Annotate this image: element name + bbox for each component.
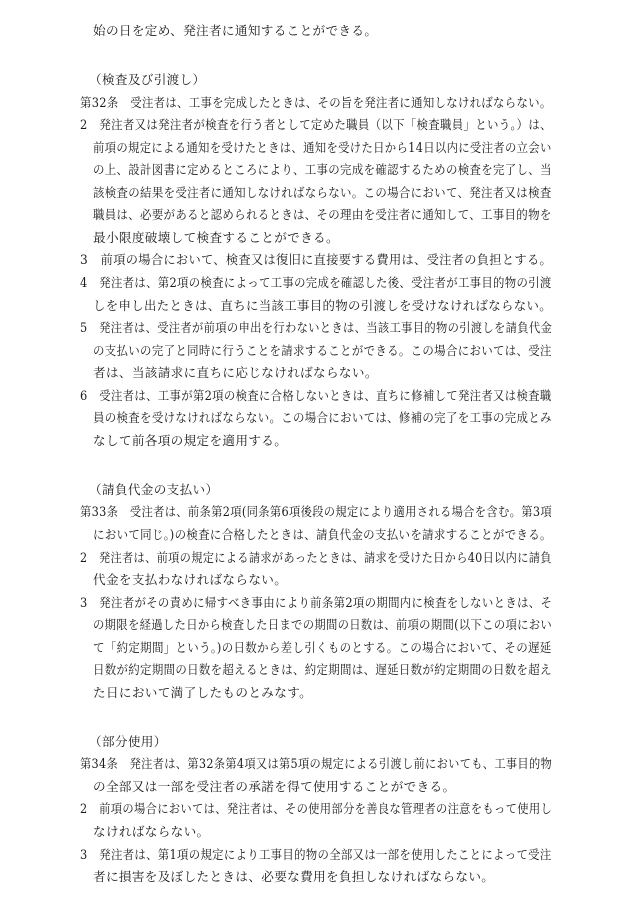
text-line: 代金を支払わなければならない。 [93, 572, 288, 588]
text-line: 3 発注者は、第1項の規定により工事目的物の全部又は一部を使用したことによって受注 [80, 846, 552, 862]
text-line: 職員は、必要があると認められるときは、その理由を受注者に通知して、工事目的物を [93, 207, 552, 223]
text-line: の全部又は一部を受注者の承諾を得て使用することができる。 [93, 778, 456, 794]
text-line: 2 発注者は、前項の規定による請求があったときは、請求を受けた日から40日以内に請負 [80, 549, 552, 565]
text-line: において同じ。)の検査に合格したときは、請負代金の支払いを請求することができる。 [93, 526, 552, 542]
text-line: 3 発注者がその責めに帰すべき事由により前条第2項の期間内に検査をしないときは、そ [80, 594, 553, 610]
article-33: 第33条 受注者は、前条第2項(同条第6項後段の規定により適用される場合を含む。第3項 [80, 504, 552, 520]
text-line: 最小限度破壊して検査することができる。 [93, 229, 339, 245]
text-line: 者に損害を及ぼしたときは、必要な費用を負担しなければならない。 [93, 869, 495, 885]
text-line: なして前各項の規定を適用する。 [93, 432, 288, 448]
text-line: た日において満了したものとみなす。 [93, 684, 313, 700]
text-line: 2 前項の場合においては、発注者は、その使用部分を善良な管理者の注意をもって使用し [80, 801, 553, 817]
text-line: 日数が約定期間の日数を超えるときは、約定期間は、遅延日数が約定期間の日数を超え [93, 662, 552, 678]
text-line: なければならない。 [93, 824, 210, 840]
article-34: 第34条 発注者は、第32条第4項又は第5項の規定による引渡し前においても、工事目的物 [80, 756, 553, 772]
text-line: 始の日を定め、発注者に通知することができる。 [93, 23, 378, 38]
text-line: 員の検査を受けなければならない。この場合においては、修補の完了を工事の完成とみ [93, 410, 552, 426]
text-line: 者は、当該請求に直ちに応じなければならない。 [93, 365, 378, 381]
text-line: の期限を経過した日から検査した日までの期間の日数は、前項の期間(以下この項におい [93, 617, 553, 633]
text-line: の上、設計図書に定めるところにより、工事の完成を確認するための検査を完了し、当 [93, 162, 552, 178]
text-line: しを申し出たときは、直ちに当該工事目的物の引渡しを受けなければならない。 [93, 297, 552, 313]
text-line: て「約定期間」という。)の日数から差し引くものとする。この場合において、その遅延 [93, 639, 552, 655]
section-heading: （請負代金の支払い） [89, 481, 219, 497]
section-heading: （部分使用） [89, 733, 167, 749]
article-32: 第32条 受注者は、工事を完成したときは、その旨を発注者に通知しなければならない。 [80, 94, 552, 110]
text-line: 3 前項の場合において、検査又は復旧に直接要する費用は、受注者の負担とする。 [80, 252, 553, 268]
text-line: の支払いの完了と同時に行うことを請求することができる。この場合においては、受注 [93, 342, 552, 358]
text-line: 4 発注者は、第2項の検査によって工事の完成を確認した後、受注者が工事目的物の引渡 [80, 274, 552, 290]
section-heading: （検査及び引渡し） [89, 72, 206, 88]
text-line: 該検査の結果を受注者に通知しなければならない。この場合において、発注者又は検査 [93, 184, 552, 200]
text-line: 5 発注者は、受注者が前項の申出を行わないときは、当該工事目的物の引渡しを請負代金 [80, 320, 553, 336]
text-line: 2 発注者又は発注者が検査を行う者として定めた職員（以下「検査職員」という。）は、 [80, 117, 552, 133]
text-line: 前項の規定による通知を受けたときは、通知を受けた日から14日以内に受注者の立会い [93, 139, 552, 155]
text-line: 6 受注者は、工事が第2項の検査に合格しないときは、直ちに修補して発注者又は検査職 [80, 387, 552, 403]
